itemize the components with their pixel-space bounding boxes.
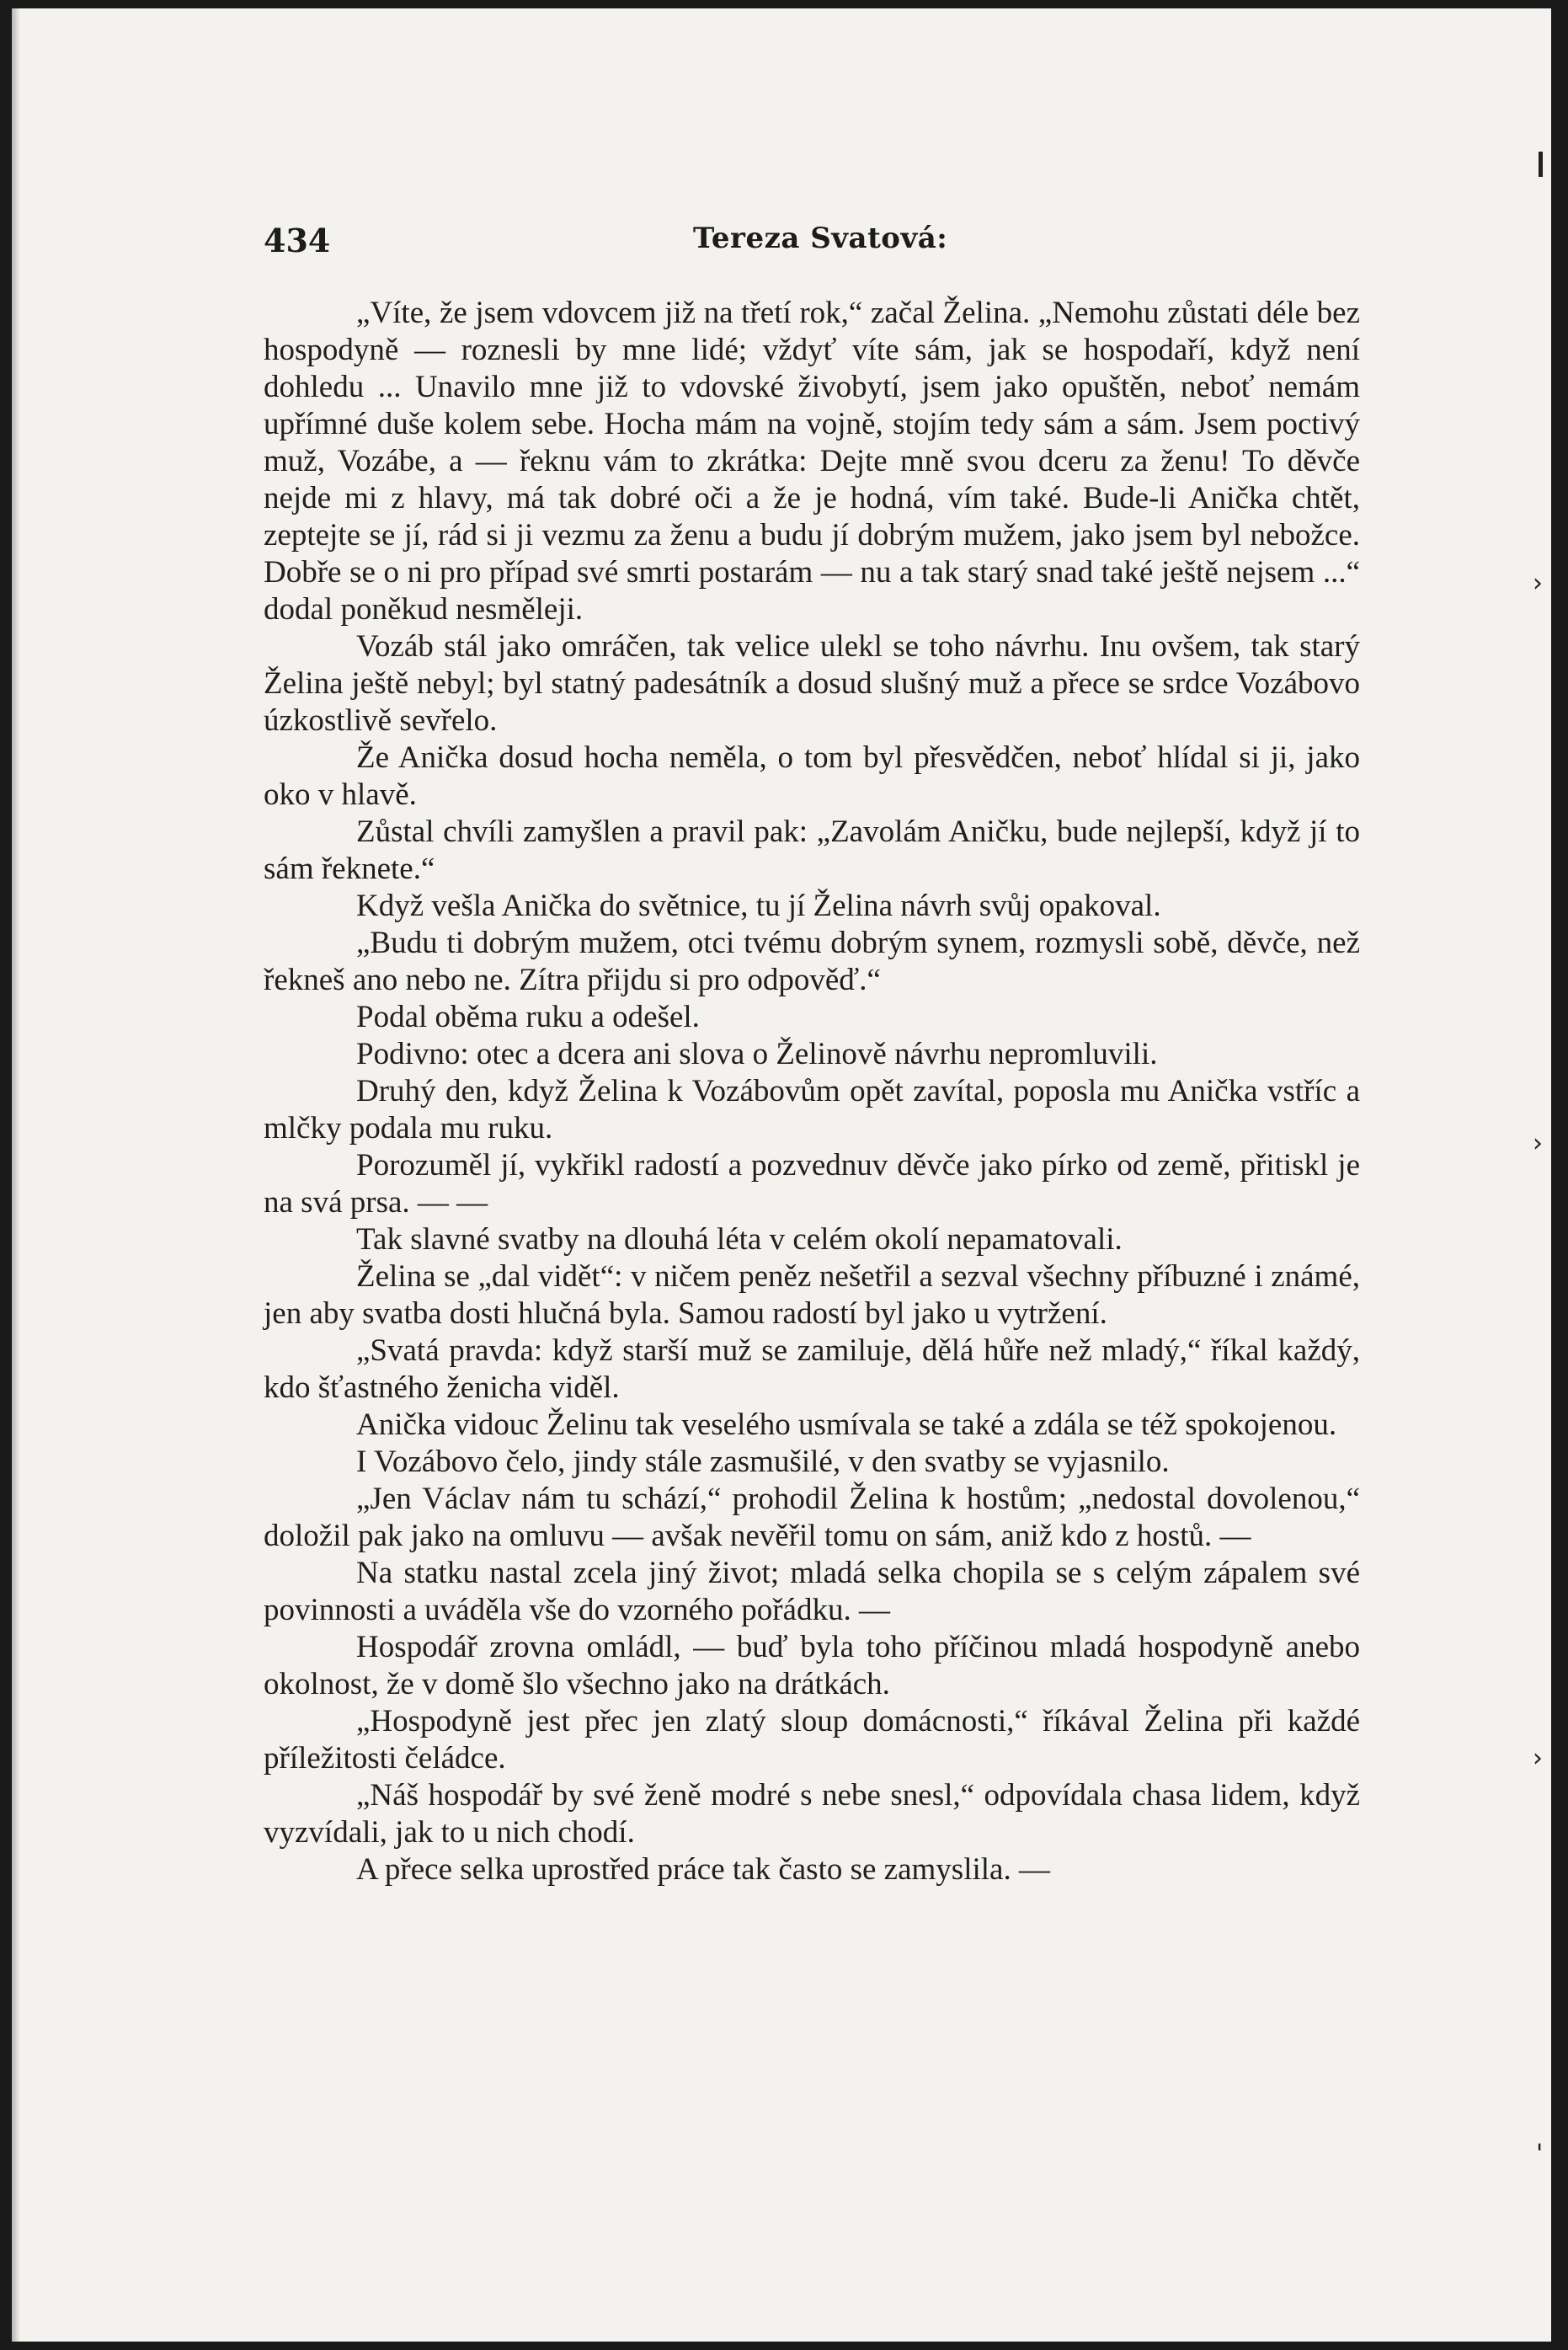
paragraph: Želina se „dal vidět“: v ničem peněz nešetřil a sezval všechny příbuzné i známé, jen aby svatba dosti hlučná byla. Samou radostí byl jako u vytržení.: [264, 1259, 1360, 1331]
paragraph: Vozáb stál jako omráčen, tak velice ulekl se toho návrhu. Inu ovšem, tak starý Želina ještě nebyl; byl statný padesátník a dosud slušný muž a přece se srdce Vozábovo úzkostlivě sevřelo.: [264, 629, 1360, 738]
margin-mark: ›: [1533, 569, 1543, 598]
margin-mark: ': [1536, 2139, 1544, 2169]
paragraph: „Jen Václav nám tu schází,“ prohodil Želina k hostům; „nedostal dovolenou,“ doložil pak jako na omluvu — avšak nevěřil tomu on sám, aniž kdo z hostů. —: [264, 1482, 1360, 1553]
paragraph: Tak slavné svatby na dlouhá léta v celém okolí nepamatovali.: [356, 1222, 1123, 1257]
margin-mark: ›: [1533, 1129, 1543, 1158]
paragraph: Že Anička dosud hocha neměla, o tom byl přesvědčen, neboť hlídal si ji, jako oko v hlavě.: [264, 740, 1360, 812]
paragraph: Zůstal chvíli zamyšlen a pravil pak: „Zavolám Aničku, bude nejlepší, když jí to sám řeknete.“: [264, 814, 1360, 886]
paragraph: A přece selka uprostřed práce tak často se zamyslila. —: [356, 1852, 1050, 1887]
page-number: 434: [264, 222, 331, 259]
paragraph: Když vešla Anička do světnice, tu jí Želina návrh svůj opakoval.: [356, 889, 1161, 923]
margin-mark: [1539, 152, 1543, 177]
paragraph: Druhý den, když Želina k Vozábovům opět zavítal, poposla mu Anička vstříc a mlčky podala mu ruku.: [264, 1074, 1360, 1146]
paragraph: „Svatá pravda: když starší muž se zamiluje, dělá hůře než mladý,“ říkal každý, kdo šťastného ženicha viděl.: [264, 1333, 1360, 1405]
paragraph: I Vozábovo čelo, jindy stále zasmušilé, v den svatby se vyjasnilo.: [356, 1445, 1170, 1479]
paragraph: „Hospodyně jest přec jen zlatý sloup domácnosti,“ říkával Želina při každé příležitosti čeládce.: [264, 1704, 1360, 1776]
margin-mark: ›: [1533, 1744, 1543, 1773]
paragraph: Podivno: otec a dcera ani slova o Želinově návrhu nepromluvili.: [356, 1037, 1158, 1071]
body-text: [264, 295, 1360, 1888]
paragraph: Porozuměl jí, vykřikl radostí a pozvednuv děvče jako pírko od země, přitiskl je na svá prsa. — —: [264, 1148, 1360, 1220]
paragraph: Hospodář zrovna omládl, — buď byla toho příčinou mladá hospodyně anebo okolnost, že v domě šlo všechno jako na drátkách.: [264, 1630, 1360, 1701]
book-page: [12, 8, 1551, 2342]
page-edge-shadow: [12, 8, 20, 2342]
running-title: Tereza Svatová:: [693, 222, 948, 255]
page-header: [264, 222, 1360, 264]
paragraph: Na statku nastal zcela jiný život; mladá selka chopila se s celým zápalem své povinnosti a uváděla vše do vzorného pořádku. —: [264, 1556, 1360, 1627]
paragraph: „Náš hospodář by své ženě modré s nebe snesl,“ odpovídala chasa lidem, když vyzvídali, jak to u nich chodí.: [264, 1778, 1360, 1850]
paragraph: Podal oběma ruku a odešel.: [356, 1000, 700, 1034]
paragraph: Anička vidouc Želinu tak veselého usmívala se také a zdála se též spokojenou.: [356, 1407, 1337, 1442]
paragraph: „Víte, že jsem vdovcem již na třetí rok,“ začal Želina. „Nemohu zůstati déle bez hospodyně — roznesli by mne lidé; vždyť víte sám, jak se hospodaří, když není dohledu ... Unavilo mne již to vdovské živobytí, jsem jako opuštěn, neboť nemám upřímné duše kolem sebe. Hocha mám na vojně, stojím tedy sám a sám. Jsem poctivý muž, Vozábe, a — řeknu vám to zkrátka: Dejte mně svou dceru za ženu! To děvče nejde mi z hlavy, má tak dobré oči a že je hodná, vím také. Bude-li Anička chtět, zeptejte se jí, rád si ji vezmu za ženu a budu jí dobrým mužem, jako jsem byl nebožce. Dobře se o ni pro případ své smrti postarám — nu a tak starý snad také ještě nejsem ...“ dodal poněkud nesměleji.: [264, 296, 1360, 627]
paragraph: „Budu ti dobrým mužem, otci tvému dobrým synem, rozmysli sobě, děvče, než řekneš ano nebo ne. Zítra přijdu si pro odpověď.“: [264, 926, 1360, 997]
